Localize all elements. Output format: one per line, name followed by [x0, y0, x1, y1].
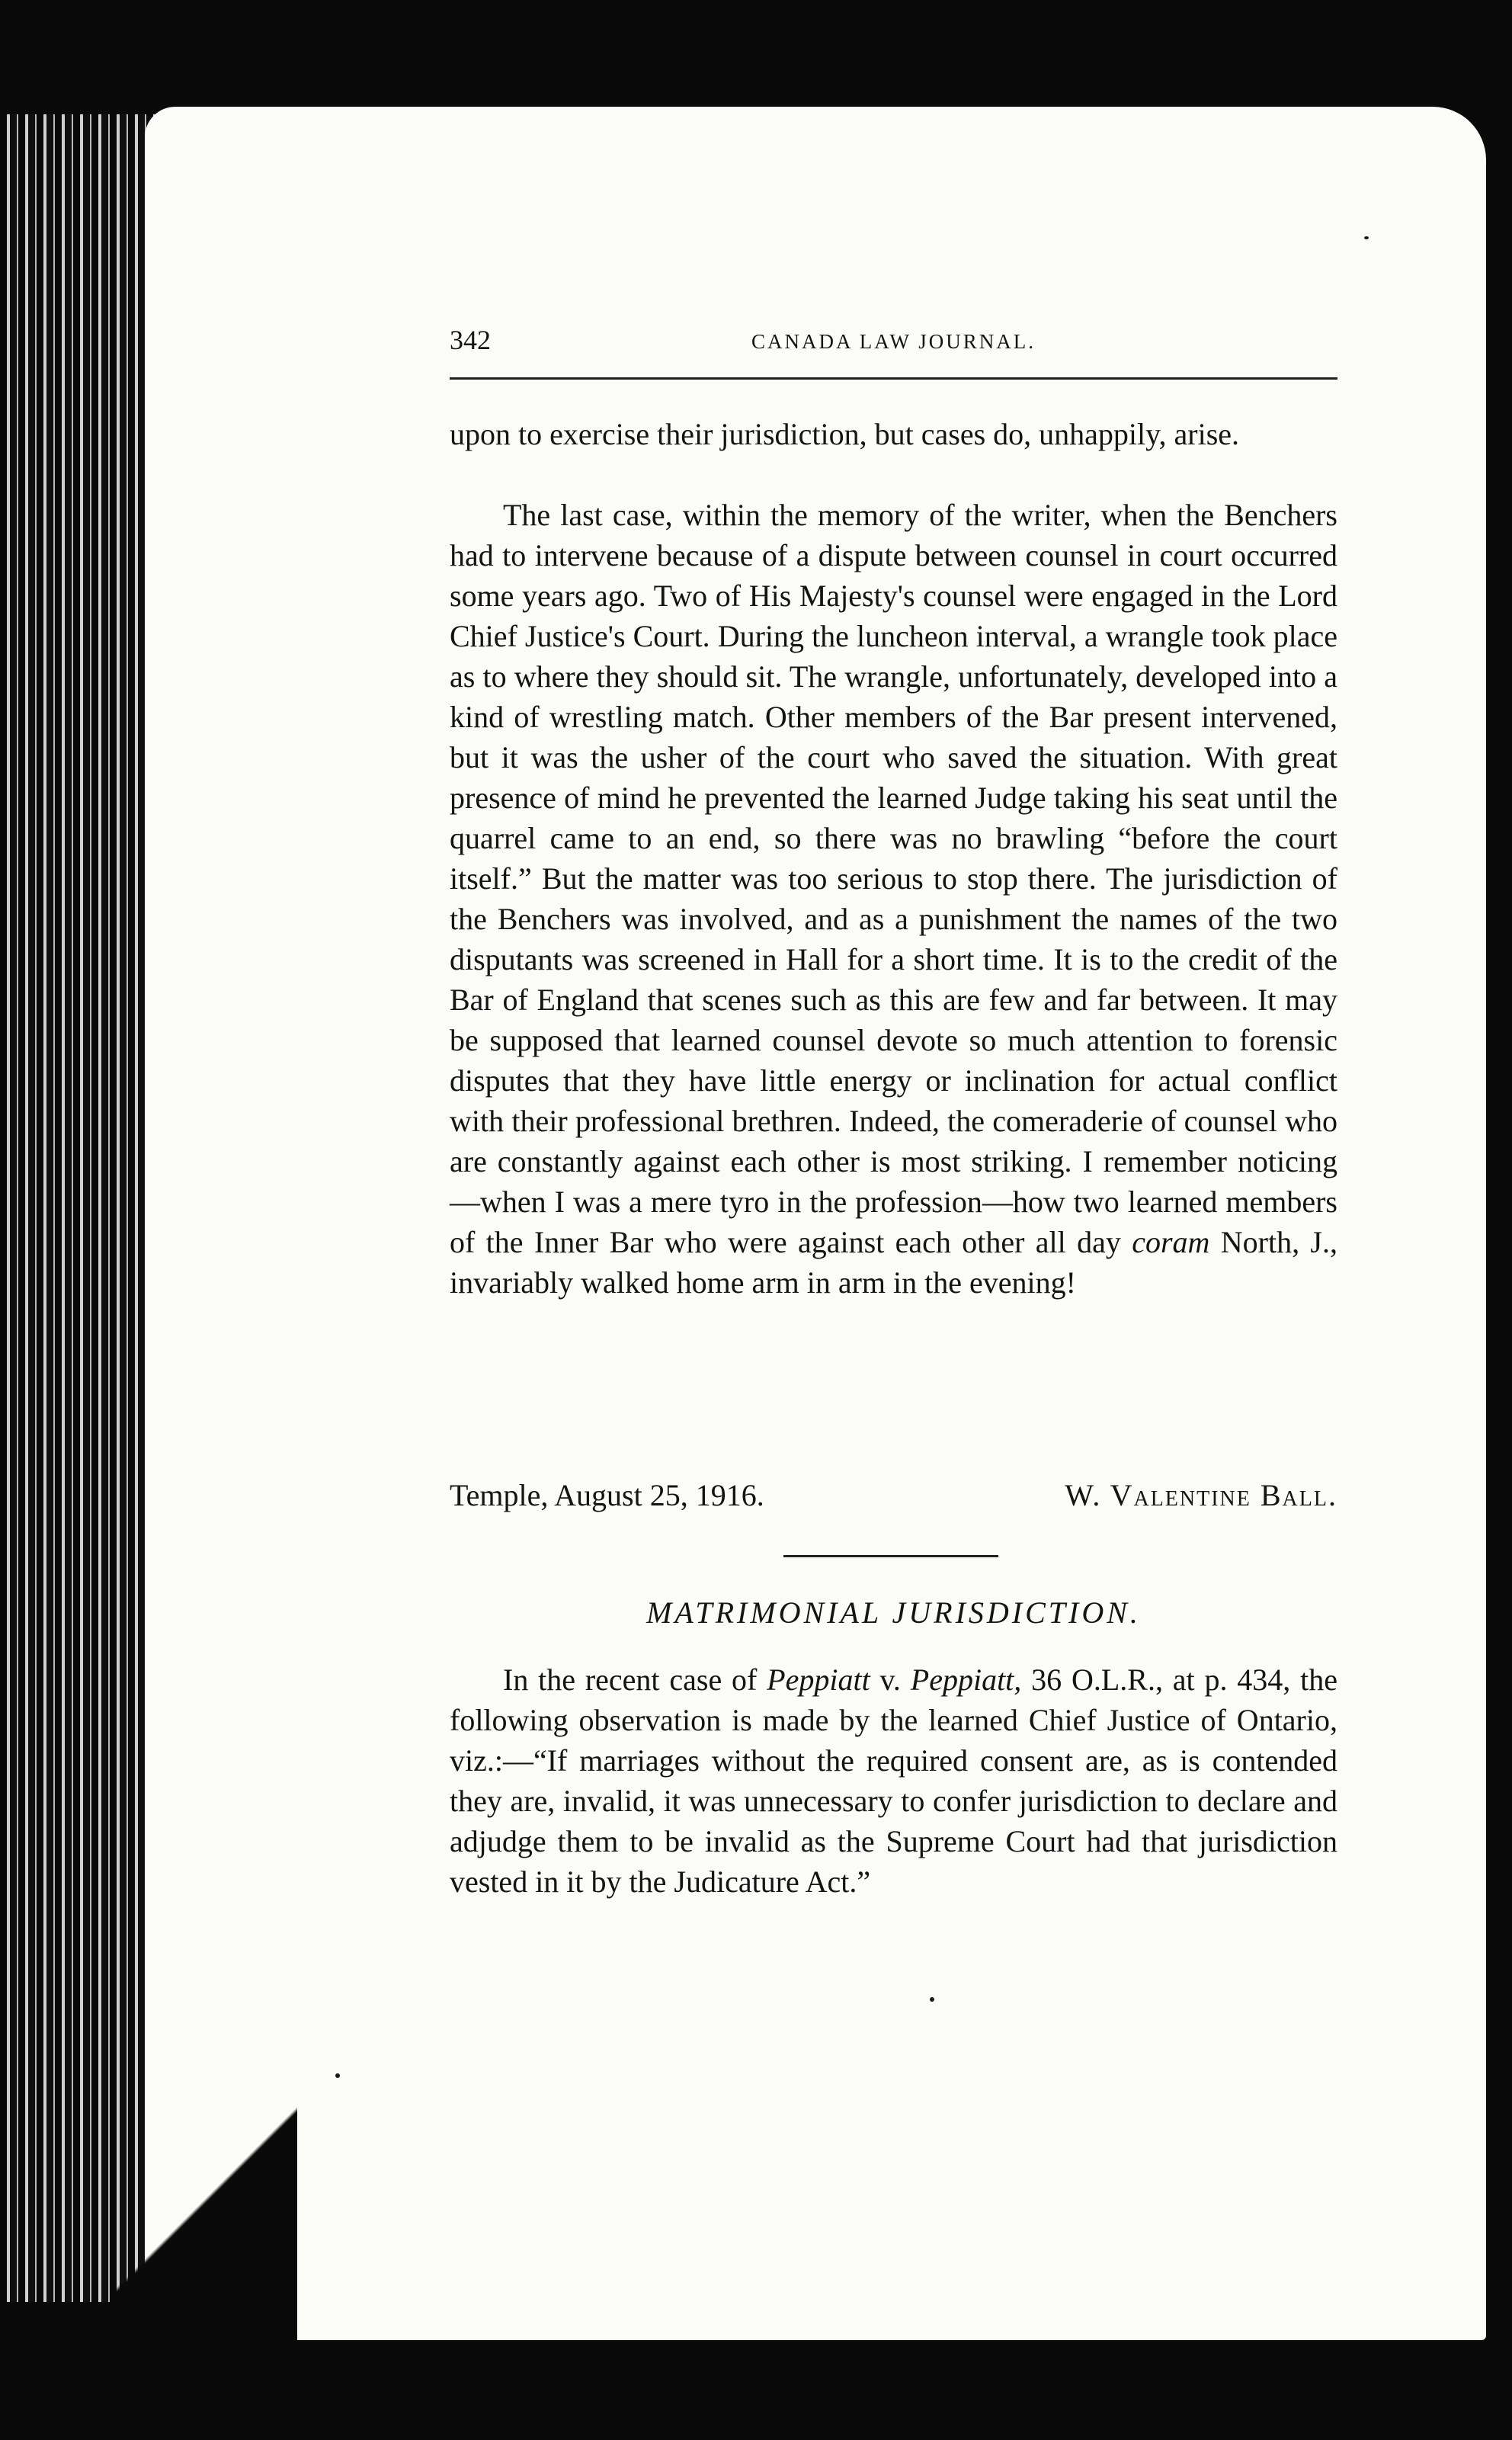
paragraph-text: In the recent case of — [503, 1662, 758, 1697]
page-number: 342 — [450, 325, 491, 355]
section-divider — [783, 1555, 998, 1557]
running-title: CANADA LAW JOURNAL. — [751, 330, 1036, 353]
case-name: Peppiatt — [767, 1662, 870, 1697]
section-title: MATRIMONIAL JURISDICTION. — [646, 1595, 1141, 1630]
running-header — [450, 324, 1337, 380]
page-corner-shadow — [114, 2058, 297, 2378]
book-spine-shadow — [0, 114, 160, 2302]
paragraph — [450, 495, 1337, 1303]
paragraph-text: 36 O.L.R., at p. 434, the following observation is made by the learned Chief Justice of Ontario, viz.:—“If marriages without the required consent are, as is contended they are, invalid, it was unnecessary to confer jurisdiction to declare and adjudge them to be invalid as the Supreme Court had that jurisdiction vested in it by the Judicature Act.” — [450, 1662, 1337, 1899]
place-date: Temple, August 25, 1916. — [450, 1478, 764, 1512]
paragraph-text: v. — [879, 1662, 901, 1697]
case-name: Peppiatt, — [910, 1662, 1022, 1697]
paragraph — [450, 1659, 1337, 1902]
author-name: W. Valentine Ball. — [1065, 1478, 1337, 1512]
paragraph: upon to exercise their jurisdiction, but cases do, unhappily, arise. — [450, 417, 1240, 451]
paragraph-text: The last case, within the memory of the writer, when the Benchers had to intervene because of a dispute between counsel in court occurred some years ago. Two of His Majesty's counsel were engaged in the Lord Chief Justice's Court. During the luncheon interval, a wrangle took place as to where they should sit. The wrangle, unfortunately, developed into a kind of wrestling match. Other members of the Bar present intervened, but it was the usher of the court who saved the situation. With great presence of mind he prevented the learned Judge taking his seat until the quarrel came to an end, so there was no brawling “before the court itself.” But the matter was too serious to stop there. The jurisdiction of the Benchers was involved, and as a punishment the names of the two disputants was screened in Hall for a short time. It is to the credit of the Bar of England that scenes such as this are few and far between. It may be supposed that learned counsel devote so much attention to forensic disputes that they have little energy or inclination for actual conflict with their professional brethren. Indeed, the comeraderie of counsel who are constantly against each other is most striking. I remember noticing—when I was a mere tyro in the profession—how two learned members of the Inner Bar who were against each other all day — [450, 498, 1337, 1259]
scan-speck — [930, 1997, 934, 2002]
italic-term: coram — [1132, 1225, 1210, 1259]
scan-speck — [335, 2073, 340, 2078]
scan-speck — [1364, 236, 1369, 239]
paragraph-text-end: North, J., invariably walked home arm in arm in the evening! — [450, 1225, 1337, 1300]
